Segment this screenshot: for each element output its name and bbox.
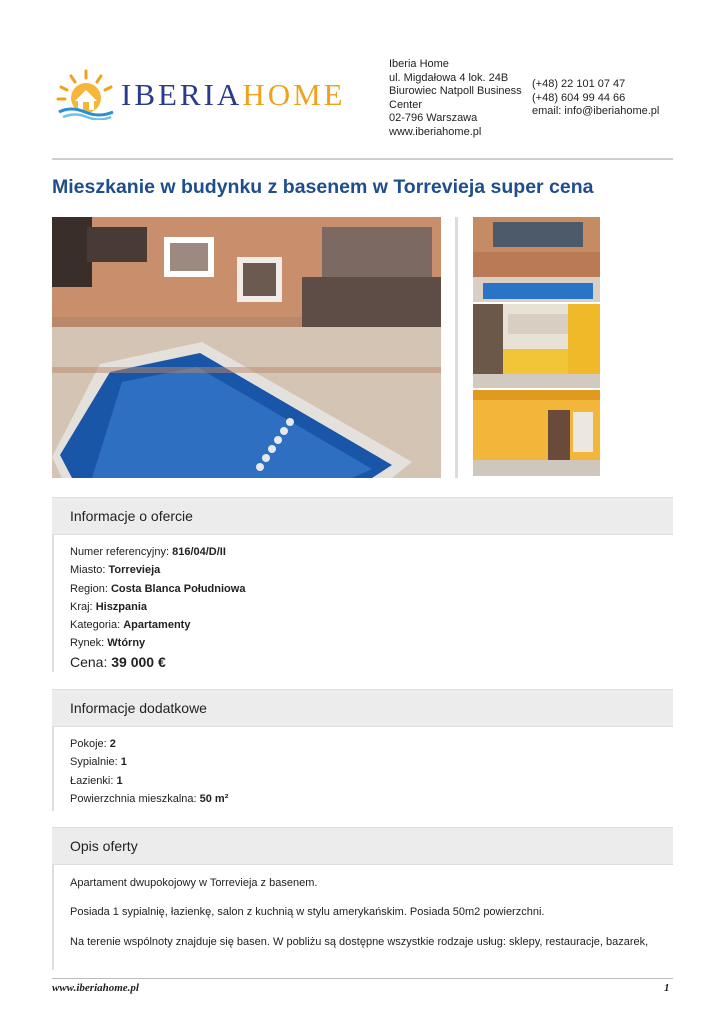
company-street: ul. Migdałowa 4 lok. 24B <box>389 71 509 84</box>
description-heading: Opis oferty <box>70 838 138 854</box>
extra-heading: Informacje dodatkowe <box>70 700 207 716</box>
offer-row-reference: Numer referencyjny: 816/04/D/II <box>70 546 226 558</box>
photo-divider <box>455 217 458 478</box>
iberiahome-logo <box>55 68 350 120</box>
logo-wordmark: IBERIAHOME <box>121 77 346 112</box>
company-address <box>389 58 529 139</box>
offer-section-body <box>52 535 675 672</box>
thumb-photo-kitchen[interactable] <box>473 304 600 388</box>
offer-section-header <box>52 497 673 535</box>
footer-url[interactable]: www.iberiahome.pl <box>52 982 139 994</box>
offer-row-category: Kategoria: Apartamenty <box>70 619 191 631</box>
phone-2[interactable]: (+48) 604 99 44 66 <box>532 91 626 104</box>
company-city: 02-796 Warszawa <box>389 112 478 124</box>
extra-row-bedrooms: Sypialnie: 1 <box>70 756 127 768</box>
description-paragraph: Apartament dwupokojowy w Torrevieja z basenem. <box>70 877 318 889</box>
main-photo[interactable] <box>52 217 441 478</box>
sun-house-icon <box>55 68 117 120</box>
description-section-body <box>52 865 675 970</box>
thumb-photo-pool[interactable] <box>473 217 600 302</box>
offer-row-market: Rynek: Wtórny <box>70 637 146 649</box>
offer-heading: Informacje o ofercie <box>70 508 193 524</box>
extra-row-area: Powierzchnia mieszkalna: 50 m² <box>70 793 229 805</box>
listing-title: Mieszkanie w budynku z basenem w Torrevieja super cena <box>52 176 594 198</box>
description-section-header <box>52 827 673 865</box>
description-paragraph: Posiada 1 sypialnię, łazienkę, salon z kuchnią w stylu amerykańskim. Posiada 50m2 powierzchni. <box>70 906 545 918</box>
offer-row-region: Region: Costa Blanca Południowa <box>70 583 246 595</box>
company-website[interactable]: www.iberiahome.pl <box>389 125 482 138</box>
header-divider <box>52 158 673 160</box>
thumb-photo-living-room[interactable] <box>473 390 600 476</box>
extra-section-header <box>52 689 673 727</box>
phone-1[interactable]: (+48) 22 101 07 47 <box>532 78 626 90</box>
extra-row-rooms: Pokoje: 2 <box>70 738 116 750</box>
extra-section-body <box>52 727 675 811</box>
company-contact <box>532 78 659 119</box>
company-name: Iberia Home <box>389 58 449 70</box>
company-building: Biurowiec Natpoll Business Center <box>389 85 522 111</box>
offer-row-city: Miasto: Torrevieja <box>70 564 161 576</box>
email[interactable]: email: info@iberiahome.pl <box>532 105 660 117</box>
footer-divider <box>52 978 673 979</box>
description-paragraph: Na terenie wspólnoty znajduje się basen. W pobliżu są dostępne wszystkie rodzaje usług: sklepy, restauracje, bazarek, <box>70 936 649 948</box>
offer-row-country: Kraj: Hiszpania <box>70 601 148 613</box>
extra-row-bathrooms: Łazienki: 1 <box>70 775 123 787</box>
page-number: 1 <box>664 982 670 994</box>
offer-price: Cena: 39 000 € <box>70 654 166 670</box>
